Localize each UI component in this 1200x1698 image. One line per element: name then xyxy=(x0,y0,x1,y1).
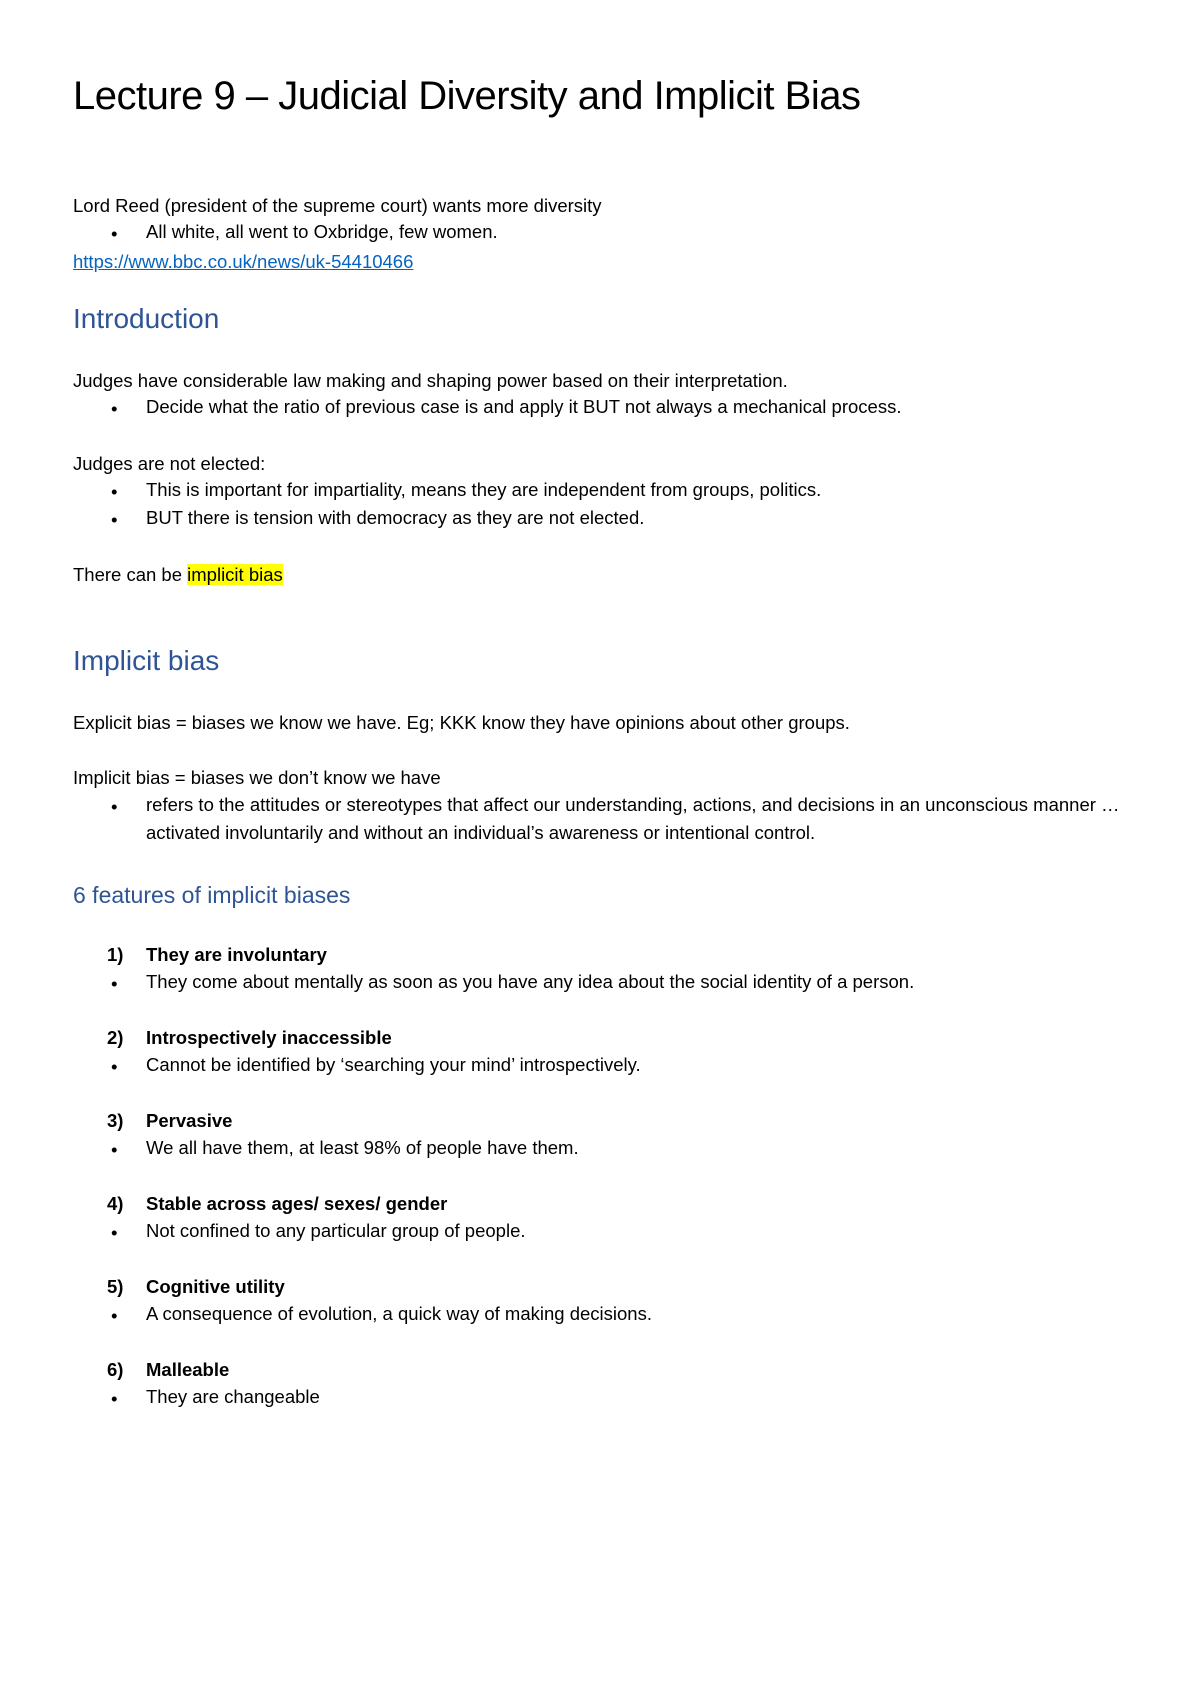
feature-detail: They come about mentally as soon as you have any idea about the social identity of a person. xyxy=(146,971,915,992)
feature-number: 6) xyxy=(107,1359,124,1380)
feature-number: 3) xyxy=(107,1110,124,1131)
feature-detail: A consequence of evolution, a quick way of making decisions. xyxy=(146,1303,652,1324)
intro-bullet-1: All white, all went to Oxbridge, few women. xyxy=(146,221,498,242)
bullet-glyph: • xyxy=(111,509,118,530)
feature-number: 2) xyxy=(107,1027,124,1048)
highlighted-text: implicit bias xyxy=(187,564,283,585)
introduction-para-2: Judges are not elected: xyxy=(73,453,266,474)
feature-detail: We all have them, at least 98% of people have them. xyxy=(146,1137,579,1158)
explicit-bias-definition: Explicit bias = biases we know we have. Eg; KKK know they have opinions about other groups. xyxy=(73,712,850,733)
bullet-glyph: • xyxy=(111,1139,118,1160)
bullet-glyph: • xyxy=(111,796,118,817)
bbc-news-link[interactable]: https://www.bbc.co.uk/news/uk-54410466 xyxy=(73,251,414,272)
features-heading: 6 features of implicit biases xyxy=(73,882,351,908)
introduction-para-2-bullet-1: This is important for impartiality, means they are independent from groups, politics. xyxy=(146,479,822,500)
introduction-para-3-prefix: There can be xyxy=(73,564,188,585)
implicit-bias-bullet-1: refers to the attitudes or stereotypes that affect our understanding, actions, and decisions in an unconscious manner … activated involuntarily and without an individual’s awareness or intentional control. xyxy=(146,794,1120,843)
bullet-glyph: • xyxy=(111,223,118,244)
introduction-para-1-bullet-1: Decide what the ratio of previous case is and apply it BUT not always a mechanical process. xyxy=(146,396,902,417)
bullet-glyph: • xyxy=(111,1222,118,1243)
feature-detail: Cannot be identified by ‘searching your mind’ introspectively. xyxy=(146,1054,641,1075)
introduction-para-2-bullet-2: BUT there is tension with democracy as they are not elected. xyxy=(146,507,645,528)
feature-title: Cognitive utility xyxy=(146,1276,285,1297)
feature-title: They are involuntary xyxy=(146,944,327,965)
feature-title: Introspectively inaccessible xyxy=(146,1027,392,1048)
feature-number: 4) xyxy=(107,1193,124,1214)
intro-line: Lord Reed (president of the supreme court) wants more diversity xyxy=(73,195,602,216)
bullet-glyph: • xyxy=(111,1056,118,1077)
feature-title: Pervasive xyxy=(146,1110,233,1131)
implicit-bias-definition: Implicit bias = biases we don’t know we have xyxy=(73,767,441,788)
page-title: Lecture 9 – Judicial Diversity and Implicit Bias xyxy=(73,74,861,118)
introduction-para-1: Judges have considerable law making and shaping power based on their interpretation. xyxy=(73,370,788,391)
feature-detail: They are changeable xyxy=(146,1386,320,1407)
bullet-glyph: • xyxy=(111,398,118,419)
feature-title: Malleable xyxy=(146,1359,230,1380)
implicit-bias-heading: Implicit bias xyxy=(73,645,220,676)
feature-detail: Not confined to any particular group of people. xyxy=(146,1220,526,1241)
feature-number: 1) xyxy=(107,944,124,965)
bullet-glyph: • xyxy=(111,481,118,502)
bullet-glyph: • xyxy=(111,973,118,994)
feature-number: 5) xyxy=(107,1276,124,1297)
introduction-para-3 xyxy=(73,566,283,585)
feature-title: Stable across ages/ sexes/ gender xyxy=(146,1193,448,1214)
bullet-glyph: • xyxy=(111,1305,118,1326)
bullet-glyph: • xyxy=(111,1388,118,1409)
introduction-heading: Introduction xyxy=(73,303,220,334)
